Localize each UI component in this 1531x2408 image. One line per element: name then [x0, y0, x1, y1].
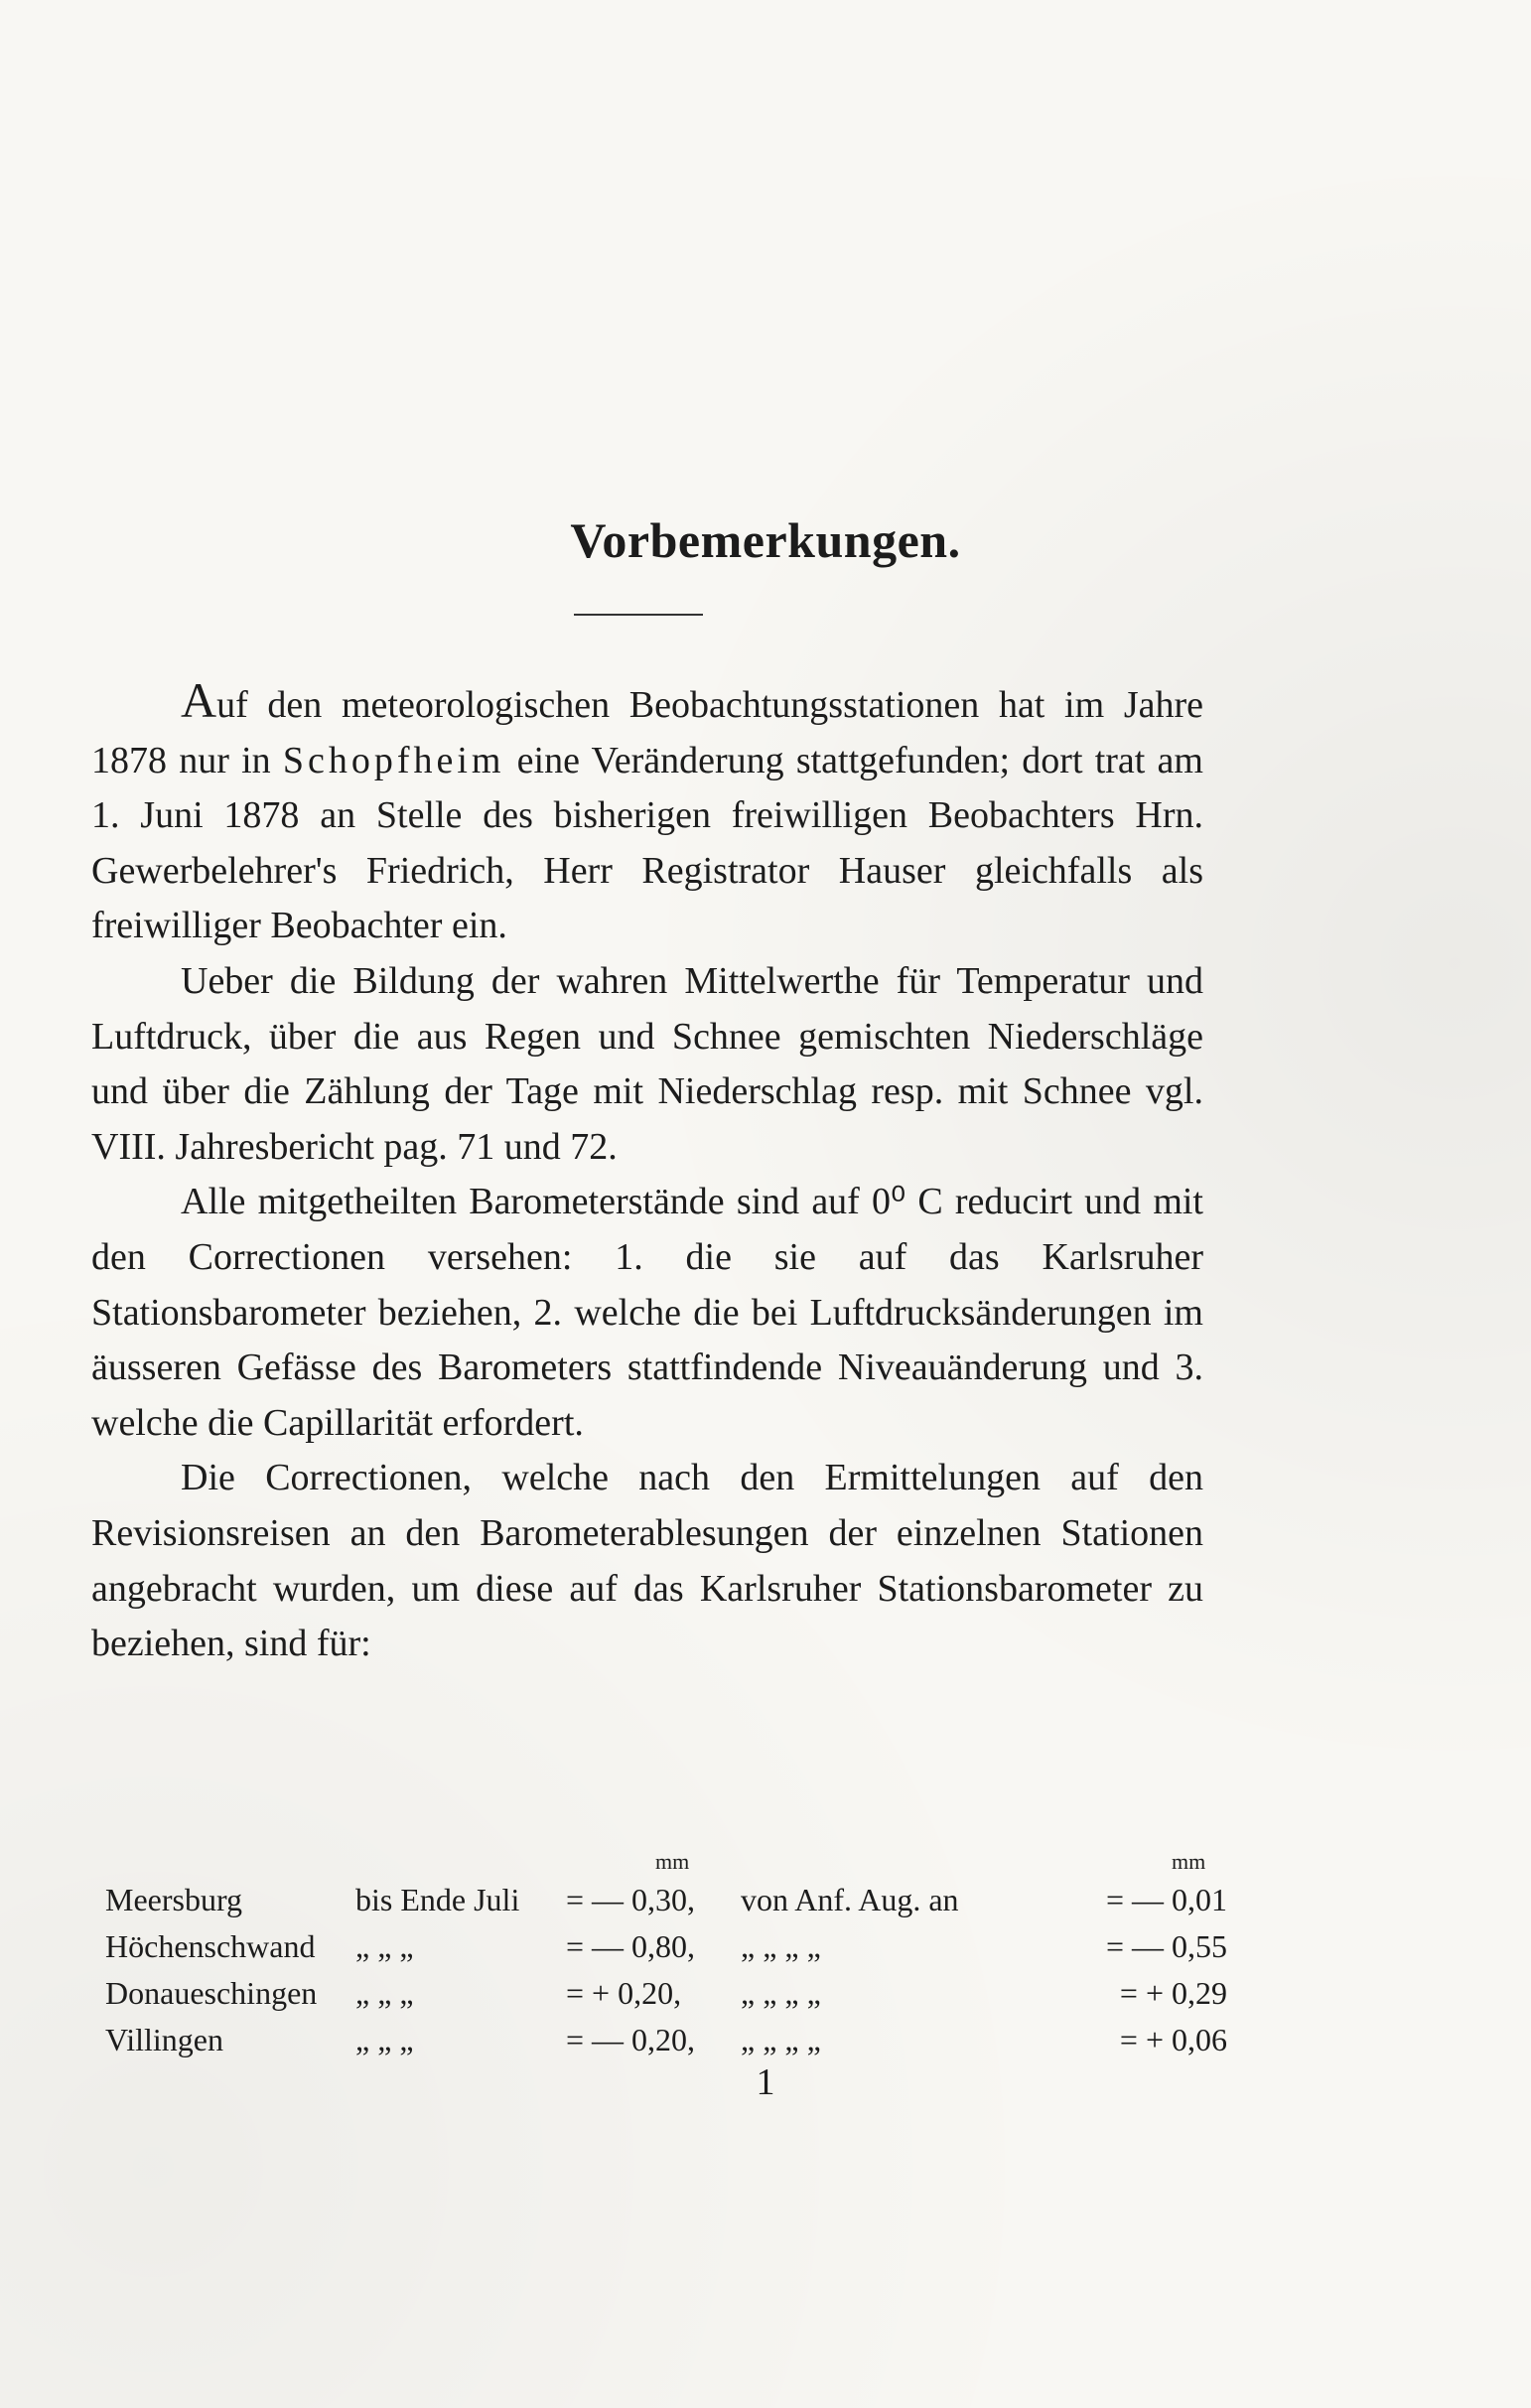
- station-name: Donaueschingen: [105, 1975, 318, 2011]
- title-divider: [574, 614, 703, 616]
- paragraph-1-place: Schopfheim: [282, 739, 505, 781]
- period-until: „ „ „: [355, 2022, 414, 2057]
- table-row: [105, 1970, 1227, 2017]
- period-until: „ „ „: [355, 1975, 414, 2011]
- unit-label-right: mm: [1172, 1849, 1206, 1874]
- correction-value-2: = — 0,01: [1105, 1882, 1227, 1917]
- correction-value-2: = + 0,06: [1119, 2022, 1227, 2057]
- table-row: [105, 1923, 1227, 1970]
- station-name: Höchenschwand: [105, 1928, 316, 1964]
- station-name: Meersburg: [105, 1882, 243, 1917]
- period-from: „ „ „ „: [741, 1928, 821, 1964]
- period-until: bis Ende Juli: [355, 1882, 520, 1917]
- body-text: [91, 673, 1203, 1672]
- paragraph-2: Ueber die Bildung der wahren Mittelwerthe für Temperatur und Luftdruck, über die aus Regen und Schnee gemischten Niederschläge und über die Zählung der Tage mit Niederschlag resp. mit Schnee vgl. VIII. Jahresbericht pag. 71 und 72.: [91, 959, 1203, 1168]
- correction-value-1: = + 0,20,: [566, 1975, 682, 2011]
- station-name: Villingen: [105, 2022, 223, 2057]
- correction-value-1: = — 0,20,: [566, 2022, 696, 2057]
- period-from: „ „ „ „: [741, 2022, 821, 2057]
- paragraph-4: Die Correctionen, welche nach den Ermittelungen auf den Revisionsreisen an den Barometerablesungen der einzelnen Stationen angebracht wurden, um diese auf das Karlsruher Stationsbarometer zu beziehen, sind für:: [91, 1457, 1203, 1665]
- paragraph-1-part-b: eine Veränderung stattgefunden; dort trat am 1. Juni 1878 an Stelle des bisherigen freiwilligen Beobachters Hrn. Gewerbelehrer's Friedrich, Herr Registrator Hauser gleichfalls als freiwilliger Beobachter ein.: [91, 739, 1203, 947]
- correction-value-1: = — 0,80,: [566, 1928, 696, 1964]
- correction-value-2: = — 0,55: [1105, 1928, 1227, 1964]
- period-from: von Anf. Aug. an: [741, 1882, 959, 1917]
- period-until: „ „ „: [355, 1928, 414, 1964]
- drop-cap: A: [181, 672, 217, 728]
- correction-value-1: = — 0,30,: [566, 1882, 696, 1917]
- table-row: [105, 2017, 1227, 2063]
- page-number: 1: [756, 2061, 775, 2103]
- paragraph-3: Alle mitgetheilten Barometerstände sind auf 0⁰ C reducirt und mit den Correctionen versehen: 1. die sie auf das Karlsruher Stationsbarometer beziehen, 2. welche die bei Luftdrucksänderungen im äusseren Gefässe des Barometers stattfindende Niveauänderung und 3. welche die Capillarität erfordert.: [91, 1181, 1203, 1444]
- period-from: „ „ „ „: [741, 1975, 821, 2011]
- unit-label-left: mm: [655, 1849, 690, 1874]
- table-row: [105, 1877, 1227, 1923]
- paragraph-1: [91, 673, 1203, 954]
- paragraph-1-part-a: uf den meteorologischen Beobachtungsstationen hat im Jahre 1878 nur in: [91, 684, 1203, 781]
- corrections-table: [105, 1877, 1227, 2063]
- correction-value-2: = + 0,29: [1119, 1975, 1227, 2011]
- page-title: Vorbemerkungen.: [570, 512, 961, 568]
